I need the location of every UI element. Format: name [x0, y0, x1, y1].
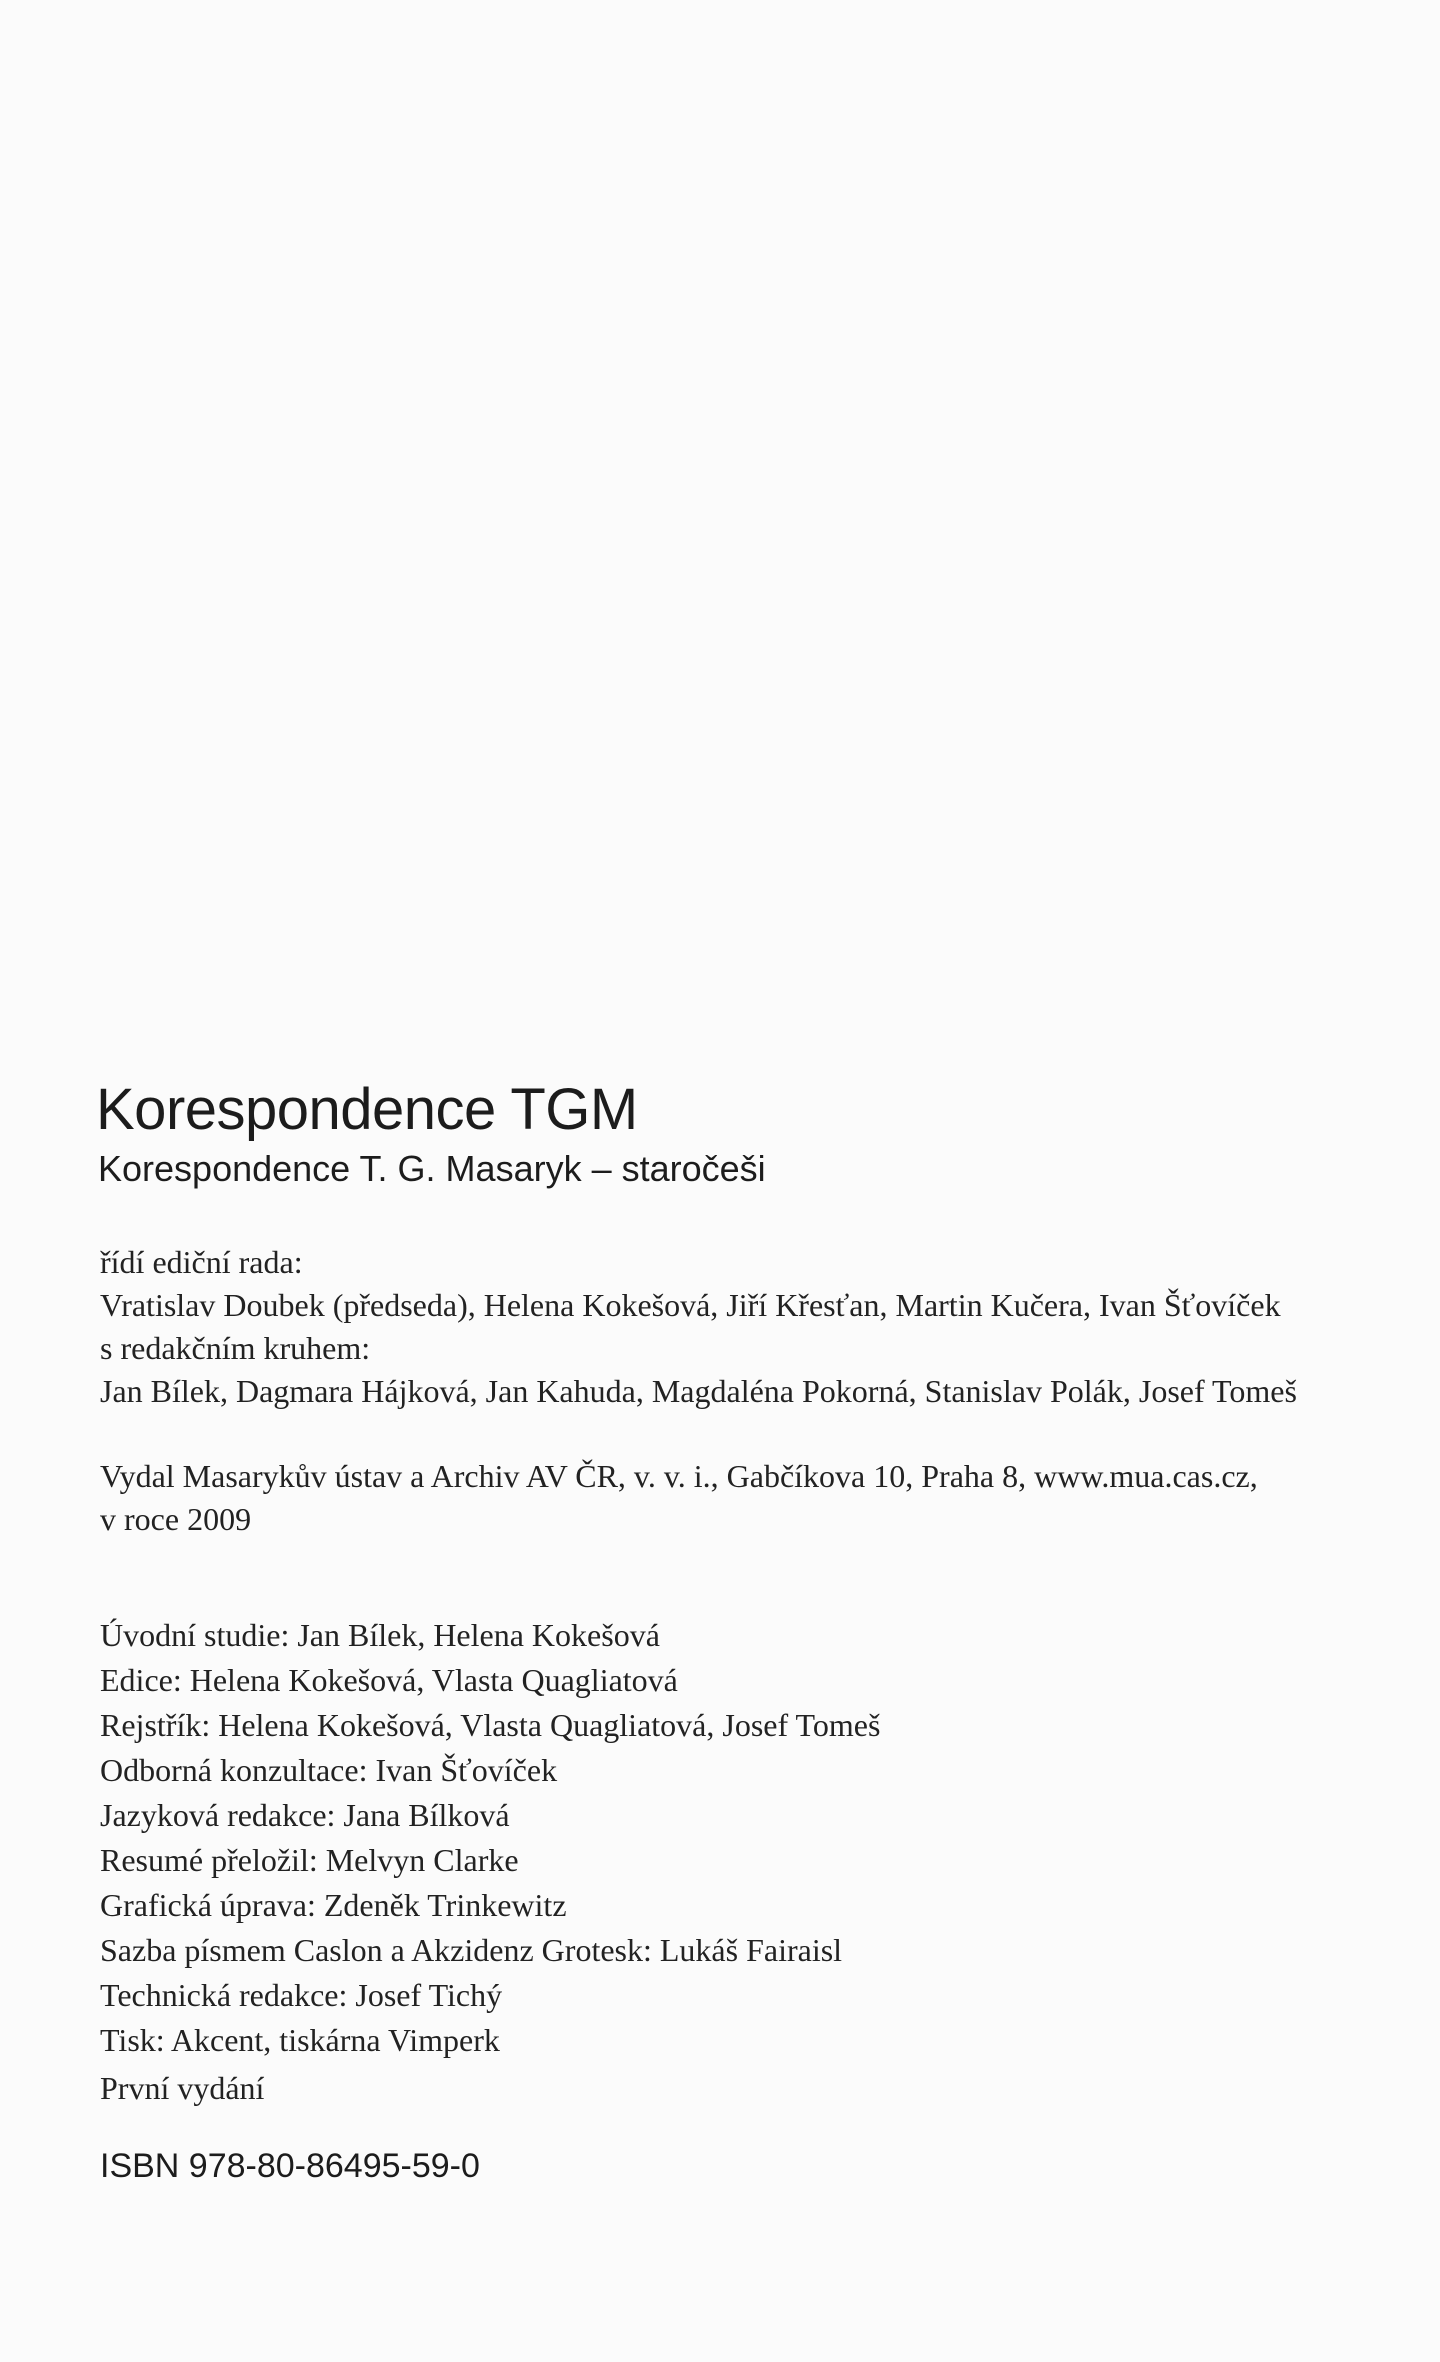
- credit-line: Tisk: Akcent, tiskárna Vimperk: [100, 2022, 500, 2058]
- credits-list: [100, 1613, 1320, 2063]
- credit-line: Úvodní studie: Jan Bílek, Helena Kokešová: [100, 1617, 660, 1653]
- credit-line: Grafická úprava: Zdeněk Trinkewitz: [100, 1887, 567, 1923]
- isbn: ISBN 978-80-86495-59-0: [100, 2147, 480, 2185]
- credit-line: Edice: Helena Kokešová, Vlasta Quagliatová: [100, 1662, 678, 1698]
- publisher-line: Vydal Masarykův ústav a Archiv AV ČR, v. v. i., Gabčíkova 10, Praha 8, www.mua.cas.cz,: [100, 1458, 1258, 1494]
- publisher-line: v roce 2009: [100, 1501, 252, 1537]
- publisher-info: [100, 1455, 1320, 1541]
- credit-line: Resumé přeložil: Melvyn Clarke: [100, 1842, 519, 1878]
- credit-line: Sazba písmem Caslon a Akzidenz Grotesk: Lukáš Fairaisl: [100, 1932, 843, 1968]
- edition-note: První vydání: [100, 2070, 265, 2106]
- credit-line: Technická redakce: Josef Tichý: [100, 1977, 503, 2013]
- credit-line: Odborná konzultace: Ivan Šťovíček: [100, 1752, 558, 1788]
- credit-line: Rejstřík: Helena Kokešová, Vlasta Quagliatová, Josef Tomeš: [100, 1707, 881, 1743]
- editorial-board-line: řídí ediční rada:: [100, 1244, 303, 1280]
- credit-line: Jazyková redakce: Jana Bílková: [100, 1797, 510, 1833]
- editorial-board: [100, 1241, 1320, 1413]
- editorial-board-line: Vratislav Doubek (předseda), Helena Kokešová, Jiří Křesťan, Martin Kučera, Ivan Šťovíček: [100, 1287, 1281, 1323]
- book-title: Korespondence T. G. Masaryk – staročeši: [98, 1148, 766, 1189]
- editorial-board-line: Jan Bílek, Dagmara Hájková, Jan Kahuda, Magdaléna Pokorná, Stanislav Polák, Josef Tomeš: [100, 1373, 1297, 1409]
- editorial-board-line: s redakčním kruhem:: [100, 1330, 371, 1366]
- series-title: Korespondence TGM: [96, 1077, 638, 1142]
